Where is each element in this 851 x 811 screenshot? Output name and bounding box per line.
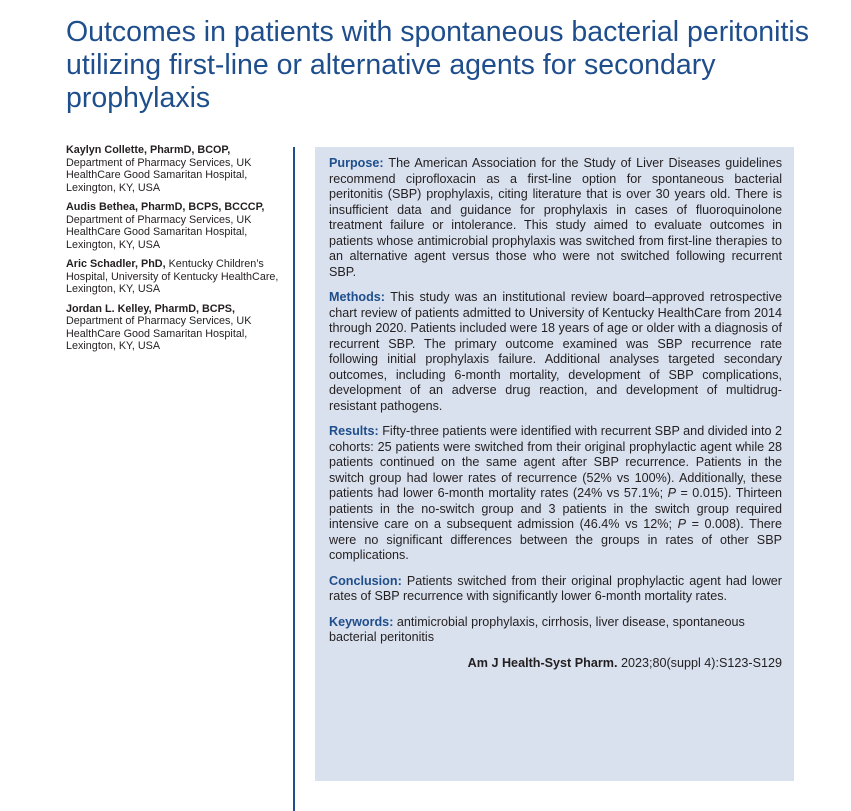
author-affiliation: Department of Pharmacy Services, UK HealthCare Good Samaritan Hospital, Lexington, KY, USA	[66, 156, 252, 194]
p-value-symbol: P	[677, 517, 686, 531]
conclusion-text: Patients switched from their original prophylactic agent had lower rates of SBP recurrence with significantly lower 6-month mortality rates.	[329, 573, 783, 603]
results-text-1: Fifty-three patients were identified with recurrent SBP and divided into 2 cohorts: 25 patients were switched from their original prophylactic agent while 28 patients continued on the same agent after SBP recurrence. Patients in the switch group had lower rates of recurrence (52% vs 100%). Additionally, these patients had lower 6-month mortality rates (24% vs 57.1%;	[329, 424, 782, 500]
abstract-panel	[315, 147, 794, 781]
abstract-purpose	[329, 156, 782, 280]
methods-label: Methods:	[329, 290, 385, 304]
author-affiliation: Department of Pharmacy Services, UK HealthCare Good Samaritan Hospital, Lexington, KY, USA	[66, 315, 252, 352]
conclusion-label: Conclusion:	[329, 573, 402, 588]
purpose-text: The American Association for the Study of Liver Diseases guidelines recommend ciprofloxacin as a first-line option for spontaneous bacterial peritonitis (SBP) prophylaxis, citing literature that is over 30 years old. There is insufficient data and guidance for prophylaxis in cases of fluoroquinolone treatment failure or intolerance. This study aimed to evaluate outcomes in patients whose antimicrobial prophylaxis was switched from first-line therapies to an alternative agent versus those who were not switched following recurrent SBP.	[329, 156, 782, 279]
author-affiliation: Department of Pharmacy Services, UK HealthCare Good Samaritan Hospital, Lexington, KY, USA	[66, 213, 252, 251]
article-title: Outcomes in patients with spontaneous bacterial peritonitis utilizing first-line or alternative agents for secondary prophylaxis	[66, 16, 809, 114]
citation-details: 2023;80(suppl 4):S123-S129	[620, 655, 782, 670]
p-value-symbol: P	[667, 486, 676, 500]
abstract-results	[329, 424, 782, 564]
results-label: Results:	[329, 424, 379, 438]
abstract-conclusion	[329, 574, 782, 605]
methods-text: This study was an institutional review board–approved retrospective chart review of patients admitted to University of Kentucky HealthCare from 2014 through 2020. Patients included were 18 years of age or older with a diagnosis of recurrent SBP. The primary outcome examined was SBP recurrence rate following initial prophylaxis failure. Additional analyses targeted secondary outcomes, including 6-month mortality, development of SBP complications, development of an adverse drug reaction, and development of multidrug-resistant pathogens.	[329, 290, 782, 413]
results-text-2: = 0.015). Thirteen patients in the no-switch group and 3 patients in the switch group required intensive care on a subsequent admission (46.4% vs 12%;	[329, 486, 782, 531]
column-divider	[293, 147, 295, 811]
abstract-keywords	[329, 615, 782, 646]
citation-journal: Am J Health-Syst Pharm.	[467, 655, 618, 670]
author-entry	[66, 201, 288, 251]
author-list	[66, 144, 288, 360]
keywords-label: Keywords:	[329, 614, 394, 629]
author-name: Kaylyn Collette, PharmD, BCOP,	[66, 144, 231, 156]
purpose-label: Purpose:	[329, 156, 384, 170]
author-affiliation: Kentucky Children’s Hospital, University of Kentucky HealthCare, Lexington, KY, USA	[66, 258, 279, 295]
author-entry	[66, 258, 288, 296]
keywords-text: antimicrobial prophylaxis, cirrhosis, liver disease, spontaneous bacterial peritonitis	[329, 614, 745, 644]
author-entry	[66, 303, 288, 353]
abstract-methods	[329, 290, 782, 414]
results-text-3: = 0.008). There were no significant differences between the groups in rates of other SBP complications.	[329, 517, 782, 562]
author-name: Jordan L. Kelley, PharmD, BCPS,	[66, 302, 235, 315]
author-name: Audis Bethea, PharmD, BCPS, BCCCP,	[66, 201, 265, 213]
author-name: Aric Schadler, PhD,	[66, 258, 166, 270]
citation	[329, 656, 782, 672]
author-entry	[66, 144, 288, 194]
